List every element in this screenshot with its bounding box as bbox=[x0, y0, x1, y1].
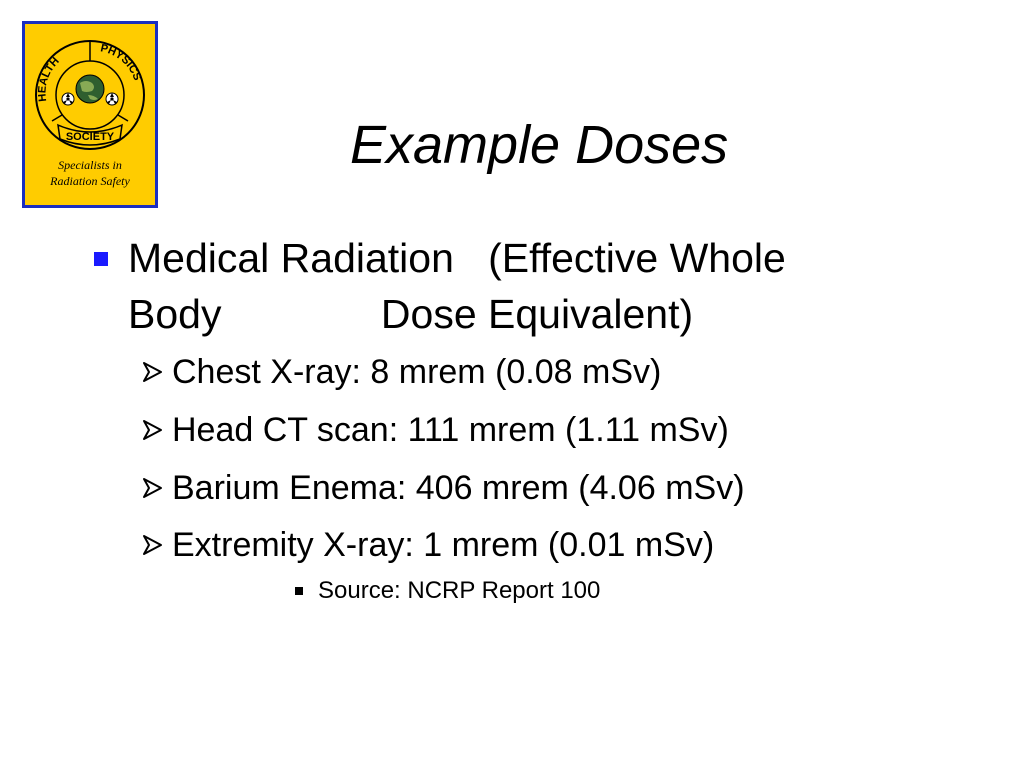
arrowhead-bullet-icon bbox=[139, 413, 171, 445]
arrowhead-bullet-icon bbox=[139, 528, 171, 560]
health-physics-society-logo bbox=[22, 21, 158, 208]
logo-banner-text: SOCIETY bbox=[65, 131, 115, 143]
sub-bullet-item: Extremity X-ray: 1 mrem (0.01 mSv) bbox=[172, 526, 715, 564]
logo-arc-left-text: HEALTH bbox=[36, 55, 62, 103]
globe-icon bbox=[76, 75, 104, 103]
slide-title: Example Doses bbox=[350, 115, 729, 175]
arrowhead-bullet-icon bbox=[139, 471, 171, 503]
square-bullet-icon bbox=[94, 252, 108, 266]
bullet-text-line1: Medical Radiation (Effective Whole bbox=[128, 235, 786, 281]
logo-arc-right-text: PHYSICS bbox=[99, 42, 144, 83]
sub-bullet-item: Barium Enema: 406 mrem (4.06 mSv) bbox=[172, 469, 745, 507]
small-square-bullet-icon bbox=[295, 587, 303, 595]
radiation-trefoil-icon bbox=[62, 93, 74, 105]
radiation-trefoil-icon bbox=[106, 93, 118, 105]
arrowhead-bullet-icon bbox=[139, 355, 171, 387]
bullet-text-line2: Body Dose Equivalent) bbox=[128, 291, 694, 337]
sub-bullet-item: Chest X-ray: 8 mrem (0.08 mSv) bbox=[172, 353, 662, 391]
logo-tagline-line2: Radiation Safety bbox=[50, 174, 130, 188]
sub-bullet-item: Head CT scan: 111 mrem (1.11 mSv) bbox=[172, 411, 729, 449]
logo-tagline-line1: Specialists in bbox=[58, 158, 122, 172]
source-citation: Source: NCRP Report 100 bbox=[318, 577, 601, 604]
